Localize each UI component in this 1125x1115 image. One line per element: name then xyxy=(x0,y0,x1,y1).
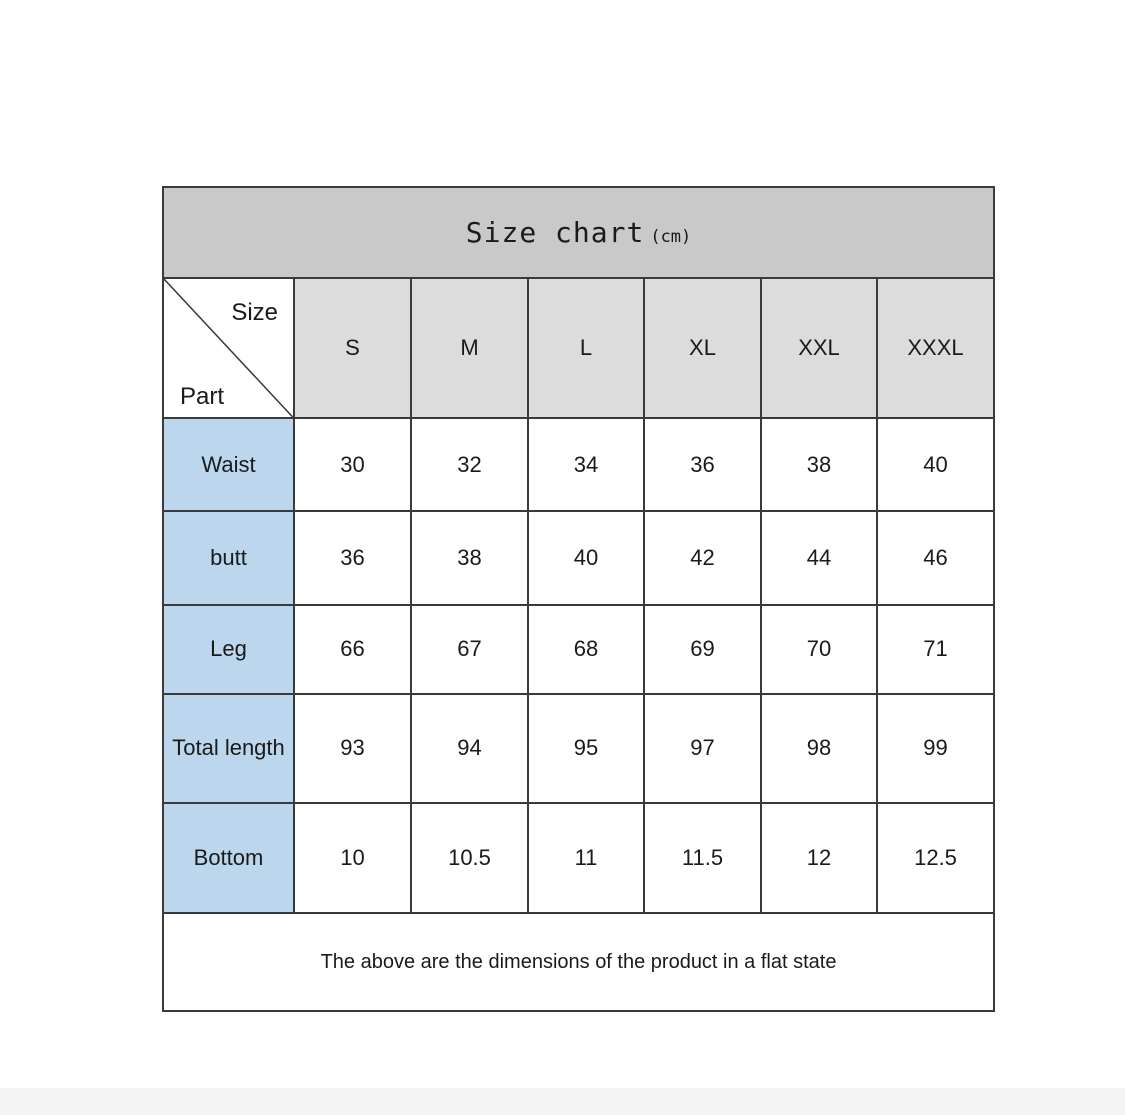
value-cell: 98 xyxy=(761,694,877,803)
size-header-xxl: XXL xyxy=(761,278,877,418)
chart-title-cell xyxy=(163,187,994,278)
part-label-leg: Leg xyxy=(163,605,294,694)
value-cell: 38 xyxy=(411,511,528,605)
note-row xyxy=(163,913,994,1011)
value-cell: 10 xyxy=(294,803,411,913)
value-cell: 11.5 xyxy=(644,803,761,913)
value-cell: 70 xyxy=(761,605,877,694)
size-header-row xyxy=(163,278,994,418)
value-cell: 32 xyxy=(411,418,528,511)
value-cell: 36 xyxy=(644,418,761,511)
value-cell: 66 xyxy=(294,605,411,694)
value-cell: 36 xyxy=(294,511,411,605)
part-label-butt: butt xyxy=(163,511,294,605)
table-row xyxy=(163,418,994,511)
size-header-xl: XL xyxy=(644,278,761,418)
value-cell: 99 xyxy=(877,694,994,803)
value-cell: 34 xyxy=(528,418,644,511)
part-label-bottom: Bottom xyxy=(163,803,294,913)
chart-unit: (cm) xyxy=(650,226,692,247)
value-cell: 94 xyxy=(411,694,528,803)
value-cell: 69 xyxy=(644,605,761,694)
value-cell: 71 xyxy=(877,605,994,694)
table-row xyxy=(163,694,994,803)
value-cell: 46 xyxy=(877,511,994,605)
value-cell: 97 xyxy=(644,694,761,803)
value-cell: 40 xyxy=(877,418,994,511)
size-header-l: L xyxy=(528,278,644,418)
part-label-waist: Waist xyxy=(163,418,294,511)
table-row xyxy=(163,511,994,605)
chart-title: Size chart xyxy=(465,215,645,249)
size-header-xxxl: XXXL xyxy=(877,278,994,418)
corner-size-label: Size xyxy=(231,298,278,326)
value-cell: 67 xyxy=(411,605,528,694)
size-header-m: M xyxy=(411,278,528,418)
table-row xyxy=(163,605,994,694)
value-cell: 10.5 xyxy=(411,803,528,913)
value-cell: 93 xyxy=(294,694,411,803)
page-bottom-band xyxy=(0,1088,1125,1115)
size-chart-table xyxy=(162,186,995,1012)
value-cell: 68 xyxy=(528,605,644,694)
value-cell: 11 xyxy=(528,803,644,913)
value-cell: 40 xyxy=(528,511,644,605)
corner-cell xyxy=(163,278,294,418)
value-cell: 42 xyxy=(644,511,761,605)
value-cell: 44 xyxy=(761,511,877,605)
value-cell: 30 xyxy=(294,418,411,511)
value-cell: 95 xyxy=(528,694,644,803)
value-cell: 12 xyxy=(761,803,877,913)
part-label-total-length: Total length xyxy=(163,694,294,803)
size-header-s: S xyxy=(294,278,411,418)
title-row xyxy=(163,187,994,278)
value-cell: 12.5 xyxy=(877,803,994,913)
flat-state-note: The above are the dimensions of the product in a flat state xyxy=(163,913,994,1011)
table-row xyxy=(163,803,994,913)
corner-part-label: Part xyxy=(180,383,225,411)
value-cell: 38 xyxy=(761,418,877,511)
